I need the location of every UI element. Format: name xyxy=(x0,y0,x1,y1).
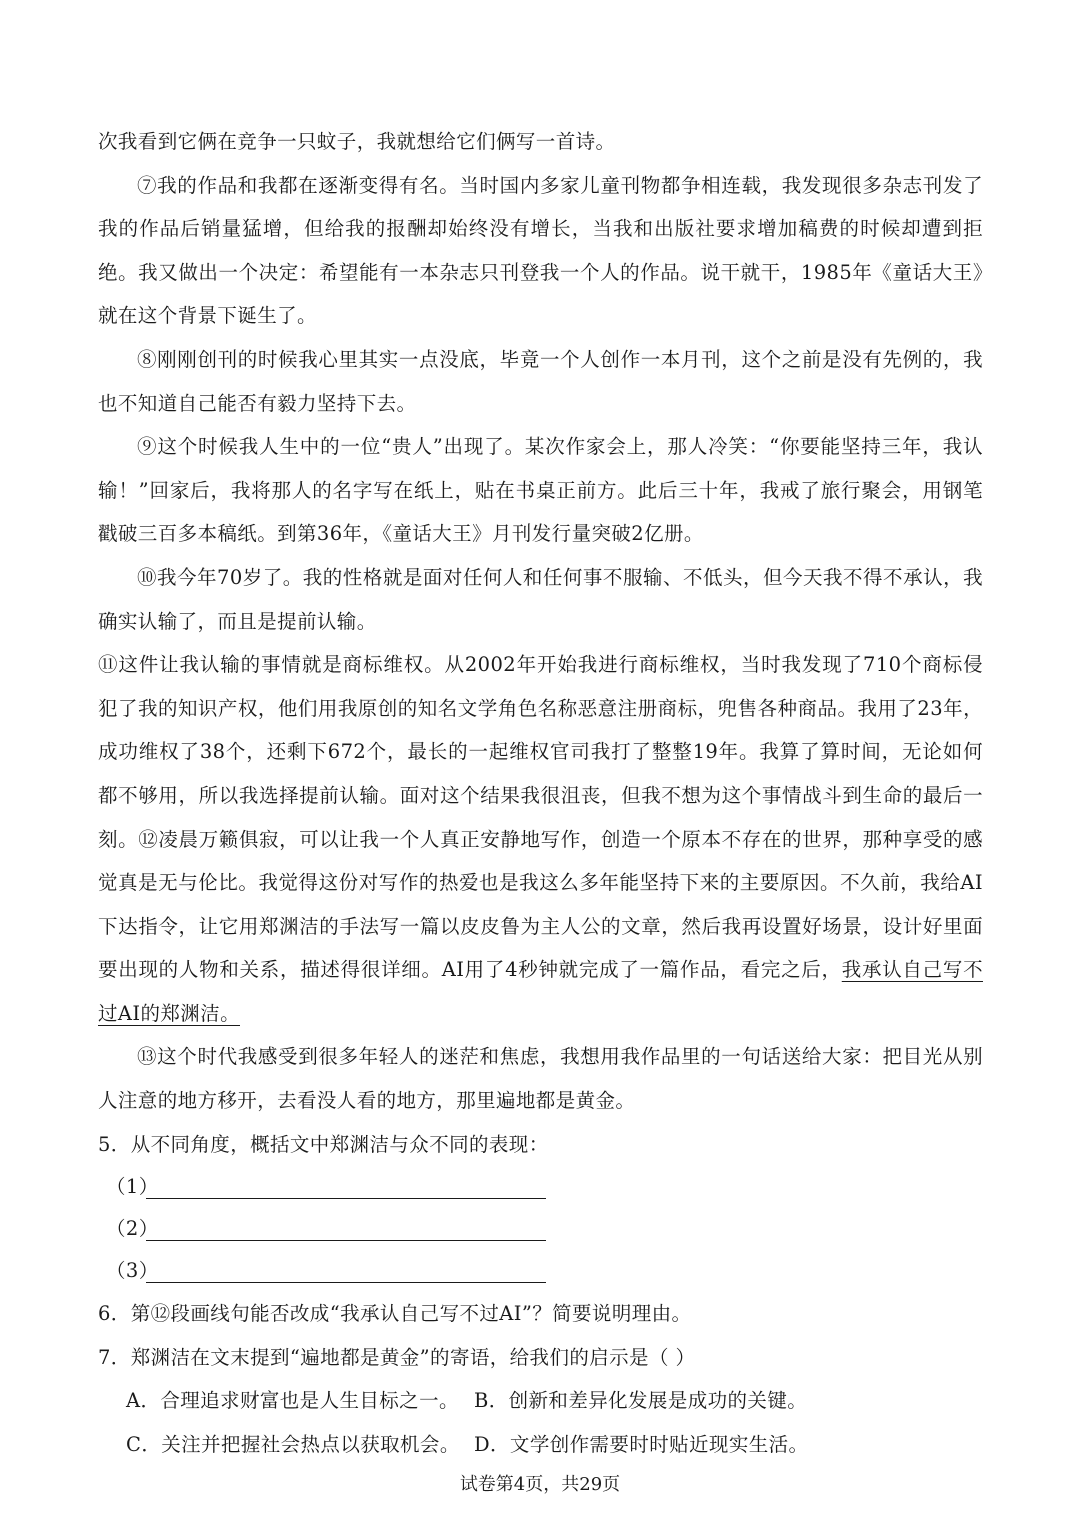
option-a[interactable]: A．合理追求财富也是人生目标之一。 xyxy=(126,1389,459,1413)
paragraph-9: ⑨这个时候我人生中的一位“贵人”出现了。某次作家会上，那人冷笑：“你要能坚持三年，我认输！”回家后，我将那人的名字写在纸上，贴在书桌正前方。此后三十年，我戒了旅行聚会，用钢笔戳破三百多本稿纸。到第36年，《童话大王》月刊发行量突破2亿册。 xyxy=(98,435,983,546)
answer-blank-3[interactable] xyxy=(106,1250,983,1292)
blank-line[interactable] xyxy=(146,1176,546,1199)
paragraph-12-text: ⑫凌晨万籁俱寂，可以让我一个人真正安静地写作，创造一个原本不存在的世界，那种享受的感觉真是无与伦比。我觉得这份对写作的热爱也是我这么多年能坚持下来的主要原因。不久前，我给AI下达指令，让它用郑渊洁的手法写一篇以皮皮鲁为主人公的文章，然后我再设置好场景，设计好里面要出现的人物和关系，描述得很详细。AI用了4秒钟就完成了一篇作品，看完之后， xyxy=(98,827,983,982)
paragraph-13: ⑬这个时代我感受到很多年轻人的迷茫和焦虑，我想用我作品里的一句话送给大家：把目光从别人注意的地方移开，去看没人看的地方，那里遍地都是黄金。 xyxy=(98,1045,983,1113)
blank-number: （3） xyxy=(106,1259,159,1283)
question-6-stem: 6．第⑫段画线句能否改成“我承认自己写不过AI”？简要说明理由。 xyxy=(98,1302,692,1326)
option-d[interactable]: D．文学创作需要时时贴近现实生活。 xyxy=(474,1433,809,1457)
blank-line[interactable] xyxy=(146,1260,546,1283)
paragraph-continuation: 次我看到它俩在竞争一只蚊子，我就想给它们俩写一首诗。 xyxy=(98,130,616,153)
blank-number: （2） xyxy=(106,1217,159,1241)
options-row-2 xyxy=(98,1423,983,1467)
options-row-1 xyxy=(98,1379,983,1423)
underlined-sentence: 我承认自己写不过AI的郑渊洁。 xyxy=(98,958,983,1025)
blank-line[interactable] xyxy=(146,1218,546,1241)
article-body xyxy=(98,120,983,1467)
option-b[interactable]: B．创新和差异化发展是成功的关键。 xyxy=(474,1389,808,1413)
answer-blank-2[interactable] xyxy=(106,1208,983,1250)
paragraph-11-12 xyxy=(98,643,983,1035)
answer-blank-1[interactable] xyxy=(106,1166,983,1208)
paragraph-10: ⑩我今年70岁了。我的性格就是面对任何人和任何事不服输、不低头，但今天我不得不承认，我确实认输了，而且是提前认输。 xyxy=(98,565,983,633)
question-7-stem: 7．郑渊洁在文末提到“遍地都是黄金”的寄语，给我们的启示是（ ） xyxy=(98,1345,696,1369)
paragraph-7: ⑦我的作品和我都在逐渐变得有名。当时国内多家儿童刊物都争相连载，我发现很多杂志刊发了我的作品后销量猛增，但给我的报酬却始终没有增长，当我和出版社要求增加稿费的时候却遭到拒绝。我又做出一个决定：希望能有一本杂志只刊登我一个人的作品。说干就干，1985年《童话大王》就在这个背景下诞生了。 xyxy=(98,173,983,328)
paragraph-8: ⑧刚刚创刊的时候我心里其实一点没底，毕竟一个人创作一本月刊，这个之前是没有先例的，我也不知道自己能否有毅力坚持下去。 xyxy=(98,347,983,415)
blank-number: （1） xyxy=(106,1175,159,1199)
question-5-stem: 5．从不同角度，概括文中郑渊洁与众不同的表现： xyxy=(98,1132,549,1156)
option-c[interactable]: C．关注并把握社会热点以获取机会。 xyxy=(126,1433,460,1457)
page-footer: 试卷第4页，共29页 xyxy=(459,1474,621,1495)
paragraph-11-text: ⑪这件让我认输的事情就是商标维权。从2002年开始我进行商标维权，当时我发现了710个商标侵犯了我的知识产权，他们用我原创的知名文学角色名称恶意注册商标，兜售各种商品。我用了23年，成功维权了38个，还剩下672个，最长的一起维权官司我打了整整19年。我算了算时间，无论如何都不够用，所以我选择提前认输。面对这个结果我很沮丧，但我不想为这个事情战斗到生命的最后一刻。 xyxy=(98,653,983,851)
